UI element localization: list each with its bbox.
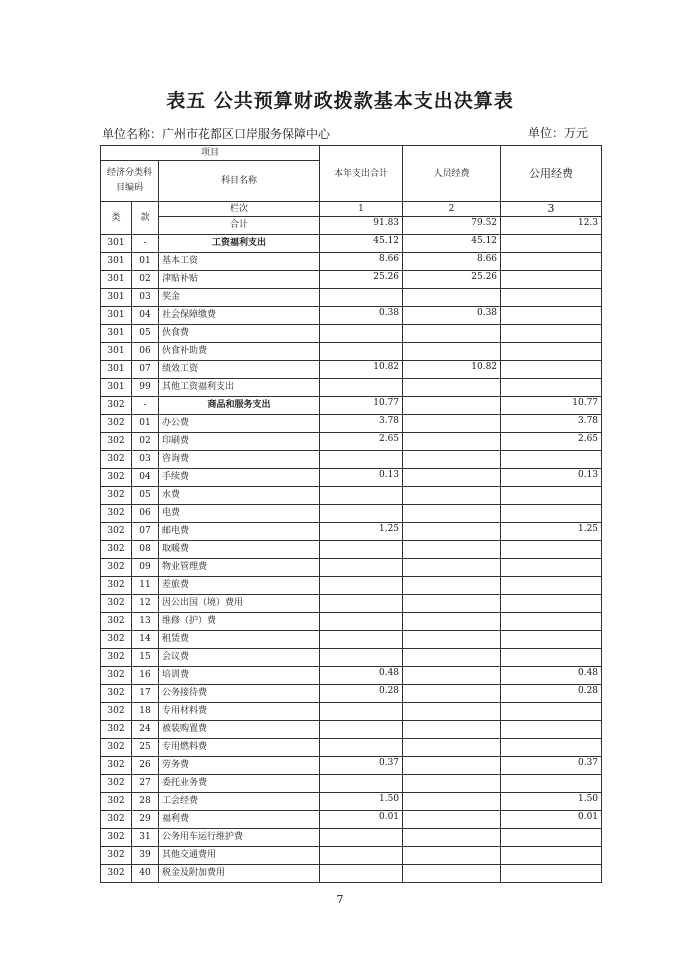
row-public [501, 289, 602, 307]
row-total [320, 829, 403, 847]
row-total [320, 649, 403, 667]
row-item: 16 [132, 667, 159, 685]
row-public [501, 505, 602, 523]
row-personnel [403, 775, 501, 793]
row-subject-name: 手续费 [159, 469, 320, 487]
table-row [101, 811, 602, 829]
table-row [101, 541, 602, 559]
row-personnel [403, 397, 501, 415]
row-item: 02 [132, 433, 159, 451]
col-number-3: 3 [501, 202, 602, 217]
row-kind: 302 [101, 595, 132, 613]
row-kind: 302 [101, 487, 132, 505]
page-number: 7 [336, 893, 344, 906]
row-kind: 302 [101, 523, 132, 541]
row-kind: 301 [101, 235, 132, 253]
table-row [101, 757, 602, 775]
row-subject-name: 奖金 [159, 289, 320, 307]
row-personnel [403, 343, 501, 361]
row-public: 3.78 [501, 415, 602, 433]
row-personnel [403, 577, 501, 595]
row-public [501, 487, 602, 505]
row-item: 31 [132, 829, 159, 847]
row-subject-name: 伙食费 [159, 325, 320, 343]
row-kind: 302 [101, 397, 132, 415]
row-subject-name: 水费 [159, 487, 320, 505]
row-total [320, 847, 403, 865]
table-row [101, 649, 602, 667]
row-personnel [403, 649, 501, 667]
row-public: 1.50 [501, 793, 602, 811]
row-public [501, 235, 602, 253]
row-item: 07 [132, 523, 159, 541]
row-item: 06 [132, 505, 159, 523]
table-row [101, 361, 602, 379]
row-subject-name: 物业管理费 [159, 559, 320, 577]
row-personnel: 25.26 [403, 271, 501, 289]
row-personnel [403, 865, 501, 883]
table-row [101, 595, 602, 613]
row-public [501, 307, 602, 325]
row-subject-name: 维修（护）费 [159, 613, 320, 631]
row-public [501, 649, 602, 667]
row-public [501, 577, 602, 595]
table-row [101, 433, 602, 451]
row-personnel [403, 739, 501, 757]
row-item: 06 [132, 343, 159, 361]
table-row [101, 631, 602, 649]
table-row [101, 775, 602, 793]
row-public [501, 595, 602, 613]
header-personnel: 人员经费 [403, 146, 501, 202]
row-item: 14 [132, 631, 159, 649]
row-subject-name: 专用材料费 [159, 703, 320, 721]
unit-name: 单位名称：广州市花都区口岸服务保障中心 [102, 127, 331, 141]
row-total: 0.48 [320, 667, 403, 685]
row-subject-name: 工会经费 [159, 793, 320, 811]
row-kind: 302 [101, 829, 132, 847]
row-public [501, 451, 602, 469]
row-kind: 302 [101, 469, 132, 487]
row-personnel [403, 379, 501, 397]
row-public [501, 541, 602, 559]
row-item: 18 [132, 703, 159, 721]
row-kind: 302 [101, 775, 132, 793]
row-total [320, 577, 403, 595]
table-row [101, 685, 602, 703]
row-kind: 302 [101, 847, 132, 865]
table-row [101, 613, 602, 631]
row-subject-name: 其他工资福利支出 [159, 379, 320, 397]
col-number-2: 2 [403, 202, 501, 217]
row-public [501, 559, 602, 577]
row-public [501, 847, 602, 865]
row-item: 17 [132, 685, 159, 703]
row-public: 0.48 [501, 667, 602, 685]
row-personnel [403, 595, 501, 613]
table-row [101, 829, 602, 847]
row-public [501, 739, 602, 757]
row-item: 01 [132, 415, 159, 433]
row-personnel: 10.82 [403, 361, 501, 379]
row-subject-name: 被装购置费 [159, 721, 320, 739]
row-subject-name: 其他交通费用 [159, 847, 320, 865]
row-kind: 301 [101, 253, 132, 271]
row-personnel [403, 703, 501, 721]
table-row [101, 703, 602, 721]
row-kind: 302 [101, 703, 132, 721]
row-public: 0.13 [501, 469, 602, 487]
row-total [320, 451, 403, 469]
row-kind: 302 [101, 415, 132, 433]
header-item: 款 [132, 202, 159, 235]
row-total [320, 505, 403, 523]
row-public [501, 379, 602, 397]
row-total: 3.78 [320, 415, 403, 433]
row-subject-name: 委托业务费 [159, 775, 320, 793]
row-total [320, 541, 403, 559]
table-row [101, 415, 602, 433]
row-personnel: 8.66 [403, 253, 501, 271]
table-row [101, 469, 602, 487]
row-total [320, 613, 403, 631]
row-subject-name: 咨询费 [159, 451, 320, 469]
row-subject-name: 培训费 [159, 667, 320, 685]
row-kind: 301 [101, 343, 132, 361]
row-public: 2.65 [501, 433, 602, 451]
header-subject-name: 科目名称 [159, 161, 320, 202]
row-personnel [403, 451, 501, 469]
table-row [101, 739, 602, 757]
row-subject-name: 商品和服务支出 [159, 397, 320, 415]
row-subject-name: 伙食补助费 [159, 343, 320, 361]
row-kind: 302 [101, 451, 132, 469]
sum-total: 91.83 [320, 217, 403, 235]
row-personnel [403, 631, 501, 649]
row-subject-name: 租赁费 [159, 631, 320, 649]
row-total: 8.66 [320, 253, 403, 271]
row-total: 1.50 [320, 793, 403, 811]
row-subject-name: 专用燃料费 [159, 739, 320, 757]
row-public: 0.28 [501, 685, 602, 703]
row-kind: 302 [101, 757, 132, 775]
row-item: 05 [132, 325, 159, 343]
row-kind: 301 [101, 379, 132, 397]
row-total: 0.13 [320, 469, 403, 487]
row-total [320, 739, 403, 757]
row-item: 12 [132, 595, 159, 613]
row-total [320, 559, 403, 577]
row-subject-name: 税金及附加费用 [159, 865, 320, 883]
row-item: 24 [132, 721, 159, 739]
row-item: 04 [132, 469, 159, 487]
table-row [101, 505, 602, 523]
row-item: 99 [132, 379, 159, 397]
row-item: 01 [132, 253, 159, 271]
row-personnel [403, 685, 501, 703]
table-row [101, 577, 602, 595]
table-row [101, 793, 602, 811]
row-subject-name: 津贴补贴 [159, 271, 320, 289]
row-public [501, 613, 602, 631]
row-personnel [403, 505, 501, 523]
row-subject-name: 福利费 [159, 811, 320, 829]
table-row [101, 271, 602, 289]
row-kind: 302 [101, 541, 132, 559]
row-kind: 302 [101, 559, 132, 577]
row-total [320, 721, 403, 739]
row-item: 39 [132, 847, 159, 865]
row-total [320, 325, 403, 343]
row-item: 09 [132, 559, 159, 577]
row-subject-name: 因公出国（境）费用 [159, 595, 320, 613]
row-public: 1.25 [501, 523, 602, 541]
table-row [101, 523, 602, 541]
row-public: 10.77 [501, 397, 602, 415]
row-public [501, 325, 602, 343]
header-econ-class: 经济分类科目编码 [101, 161, 159, 202]
header-total: 本年支出合计 [320, 146, 403, 202]
row-subject-name: 社会保障缴费 [159, 307, 320, 325]
row-kind: 302 [101, 667, 132, 685]
row-total [320, 631, 403, 649]
sum-label: 合计 [159, 217, 320, 235]
row-total [320, 865, 403, 883]
row-total: 0.01 [320, 811, 403, 829]
row-item: 11 [132, 577, 159, 595]
header-public: 公用经费 [501, 146, 602, 202]
row-public [501, 631, 602, 649]
row-item: 02 [132, 271, 159, 289]
row-total: 10.82 [320, 361, 403, 379]
header-col-index: 栏次 [159, 202, 320, 217]
row-total [320, 595, 403, 613]
row-kind: 301 [101, 271, 132, 289]
sum-personnel: 79.52 [403, 217, 501, 235]
table-row [101, 325, 602, 343]
row-kind: 302 [101, 433, 132, 451]
row-item: - [132, 235, 159, 253]
row-item: 07 [132, 361, 159, 379]
row-subject-name: 会议费 [159, 649, 320, 667]
row-public [501, 361, 602, 379]
row-total [320, 703, 403, 721]
row-kind: 302 [101, 685, 132, 703]
row-kind: 302 [101, 631, 132, 649]
row-kind: 302 [101, 811, 132, 829]
row-kind: 302 [101, 739, 132, 757]
row-personnel [403, 667, 501, 685]
row-total [320, 343, 403, 361]
table-row [101, 343, 602, 361]
row-kind: 302 [101, 649, 132, 667]
table-row [101, 487, 602, 505]
row-public: 0.37 [501, 757, 602, 775]
table-row [101, 253, 602, 271]
row-total: 0.37 [320, 757, 403, 775]
page-title: 表五 公共预算财政拨款基本支出决算表 [166, 90, 514, 112]
row-kind: 301 [101, 361, 132, 379]
row-item: 13 [132, 613, 159, 631]
table-row [101, 721, 602, 739]
row-public [501, 253, 602, 271]
row-subject-name: 绩效工资 [159, 361, 320, 379]
row-item: 03 [132, 451, 159, 469]
table-row [101, 379, 602, 397]
row-item: 03 [132, 289, 159, 307]
table-row [101, 559, 602, 577]
row-personnel [403, 541, 501, 559]
row-personnel [403, 559, 501, 577]
row-personnel [403, 721, 501, 739]
header-project: 项目 [101, 146, 320, 161]
row-public [501, 829, 602, 847]
table-row [101, 865, 602, 883]
row-public [501, 775, 602, 793]
row-subject-name: 劳务费 [159, 757, 320, 775]
row-personnel [403, 793, 501, 811]
row-personnel [403, 613, 501, 631]
row-kind: 301 [101, 289, 132, 307]
row-subject-name: 差旅费 [159, 577, 320, 595]
row-personnel [403, 757, 501, 775]
row-kind: 302 [101, 577, 132, 595]
unit-label: 单位：万元 [528, 126, 589, 140]
row-personnel: 45.12 [403, 235, 501, 253]
row-kind: 302 [101, 793, 132, 811]
row-item: 27 [132, 775, 159, 793]
table-row [101, 847, 602, 865]
row-public: 0.01 [501, 811, 602, 829]
row-personnel [403, 487, 501, 505]
col-number-1: 1 [320, 202, 403, 217]
row-kind: 302 [101, 865, 132, 883]
row-item: 05 [132, 487, 159, 505]
table-row [101, 289, 602, 307]
row-total: 45.12 [320, 235, 403, 253]
row-total [320, 289, 403, 307]
row-total [320, 775, 403, 793]
row-total [320, 379, 403, 397]
expenditure-table [100, 145, 602, 883]
row-personnel [403, 811, 501, 829]
row-item: 25 [132, 739, 159, 757]
row-total: 0.28 [320, 685, 403, 703]
table-row [101, 307, 602, 325]
row-item: - [132, 397, 159, 415]
row-total [320, 487, 403, 505]
row-total: 10.77 [320, 397, 403, 415]
row-subject-name: 电费 [159, 505, 320, 523]
row-kind: 302 [101, 721, 132, 739]
row-item: 28 [132, 793, 159, 811]
table-row [101, 397, 602, 415]
row-subject-name: 邮电费 [159, 523, 320, 541]
row-total: 0.38 [320, 307, 403, 325]
row-kind: 302 [101, 613, 132, 631]
row-item: 15 [132, 649, 159, 667]
row-total: 25.26 [320, 271, 403, 289]
row-kind: 301 [101, 325, 132, 343]
table-row [101, 667, 602, 685]
row-kind: 301 [101, 307, 132, 325]
header-kind: 类 [101, 202, 132, 235]
row-item: 40 [132, 865, 159, 883]
row-personnel [403, 325, 501, 343]
row-personnel [403, 829, 501, 847]
table-row [101, 451, 602, 469]
row-total: 2.65 [320, 433, 403, 451]
row-kind: 302 [101, 505, 132, 523]
row-subject-name: 工资福利支出 [159, 235, 320, 253]
row-personnel: 0.38 [403, 307, 501, 325]
row-subject-name: 公务接待费 [159, 685, 320, 703]
row-personnel [403, 847, 501, 865]
row-personnel [403, 469, 501, 487]
row-subject-name: 取暖费 [159, 541, 320, 559]
row-public [501, 703, 602, 721]
row-subject-name: 公务用车运行维护费 [159, 829, 320, 847]
table-row [101, 235, 602, 253]
row-public [501, 865, 602, 883]
row-subject-name: 基本工资 [159, 253, 320, 271]
row-public [501, 721, 602, 739]
row-item: 04 [132, 307, 159, 325]
row-total: 1.25 [320, 523, 403, 541]
row-personnel [403, 433, 501, 451]
row-item: 26 [132, 757, 159, 775]
row-personnel [403, 289, 501, 307]
row-public [501, 271, 602, 289]
row-personnel [403, 415, 501, 433]
row-item: 08 [132, 541, 159, 559]
row-item: 29 [132, 811, 159, 829]
row-subject-name: 办公费 [159, 415, 320, 433]
row-public [501, 343, 602, 361]
row-subject-name: 印刷费 [159, 433, 320, 451]
row-personnel [403, 523, 501, 541]
sum-public: 12.3 [501, 217, 602, 235]
